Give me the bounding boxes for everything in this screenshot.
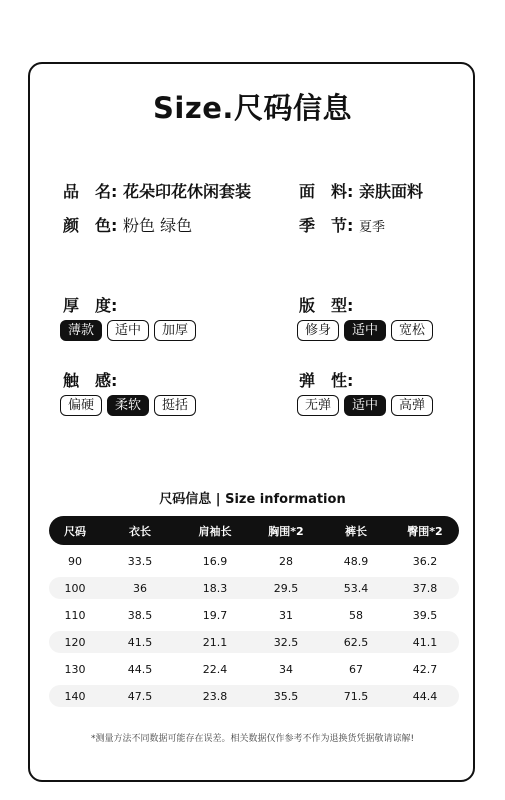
fabric-value: 亲肤面料 — [358, 182, 423, 201]
elasticity-option-medium[interactable]: 适中 — [344, 395, 386, 416]
header-top-length: 衣长 — [129, 524, 151, 538]
table-cell: 47.5 — [127, 689, 153, 703]
touch-option-crisp[interactable]: 挺括 — [154, 395, 196, 416]
table-cell: 16.9 — [202, 554, 228, 568]
page-title: Size.尺码信息 — [153, 91, 352, 125]
thickness-options — [60, 320, 196, 341]
header-hip: 臀围*2 — [407, 524, 443, 538]
elasticity-option-high[interactable]: 高弹 — [391, 395, 433, 416]
table-cell: 18.3 — [202, 581, 228, 595]
fit-option-regular[interactable]: 适中 — [344, 320, 386, 341]
table-cell: 44.4 — [412, 689, 438, 703]
product-name-label: 品 名: — [63, 182, 118, 201]
fit-option-slim[interactable]: 修身 — [297, 320, 339, 341]
table-cell: 22.4 — [202, 662, 228, 676]
table-row — [49, 685, 459, 707]
table-cell: 35.5 — [273, 689, 299, 703]
table-row — [49, 550, 459, 572]
fit-options — [297, 320, 433, 341]
color-field — [63, 213, 192, 236]
season-label: 季 节: — [299, 216, 354, 235]
table-row — [49, 631, 459, 653]
product-name-field — [63, 179, 251, 202]
fit-label: 版 型: — [299, 296, 354, 315]
table-cell: 130 — [64, 662, 86, 676]
color-label: 颜 色: — [63, 216, 118, 235]
table-cell: 38.5 — [127, 608, 153, 622]
fit-option-loose[interactable]: 宽松 — [391, 320, 433, 341]
table-cell: 44.5 — [127, 662, 153, 676]
table-cell: 39.5 — [412, 608, 438, 622]
header-size: 尺码 — [64, 524, 86, 538]
table-cell: 100 — [64, 581, 86, 595]
table-cell: 120 — [64, 635, 86, 649]
table-cell: 90 — [68, 554, 82, 568]
table-cell: 42.7 — [412, 662, 438, 676]
product-name-value: 花朵印花休闲套装 — [122, 182, 251, 201]
table-cell: 33.5 — [127, 554, 153, 568]
table-cell: 37.8 — [412, 581, 438, 595]
table-row — [49, 658, 459, 680]
touch-options — [60, 395, 196, 416]
table-cell: 110 — [64, 608, 86, 622]
header-pants-length: 裤长 — [345, 524, 367, 538]
table-cell: 34 — [279, 662, 293, 676]
table-cell: 53.4 — [343, 581, 369, 595]
header-shoulder-sleeve: 肩袖长 — [198, 524, 232, 538]
table-cell: 58 — [349, 608, 363, 622]
table-cell: 62.5 — [343, 635, 369, 649]
table-cell: 140 — [64, 689, 86, 703]
touch-label: 触 感: — [63, 371, 118, 390]
color-value: 粉色 绿色 — [122, 216, 193, 235]
header-chest: 胸围*2 — [268, 524, 304, 538]
table-cell: 23.8 — [202, 689, 228, 703]
size-table-header — [49, 516, 459, 545]
table-cell: 41.5 — [127, 635, 153, 649]
table-cell: 71.5 — [343, 689, 369, 703]
thickness-label: 厚 度: — [63, 296, 118, 315]
elasticity-label: 弹 性: — [299, 371, 354, 390]
size-table — [49, 516, 459, 707]
thickness-option-thin[interactable]: 薄款 — [60, 320, 102, 341]
size-table-title: 尺码信息 | Size information — [159, 492, 346, 507]
table-cell: 67 — [349, 662, 363, 676]
table-cell: 31 — [279, 608, 293, 622]
disclaimer-note: *测量方法不同数据可能存在误差。相关数据仅作参考不作为退换货凭据敬请谅解! — [90, 734, 415, 744]
table-cell: 28 — [279, 554, 293, 568]
season-field — [299, 213, 385, 236]
fabric-label: 面 料: — [299, 182, 354, 201]
thickness-option-thick[interactable]: 加厚 — [154, 320, 196, 341]
thickness-option-medium[interactable]: 适中 — [107, 320, 149, 341]
table-cell: 36 — [133, 581, 147, 595]
season-value: 夏季 — [358, 220, 385, 235]
fabric-field — [299, 179, 423, 202]
table-cell: 21.1 — [202, 635, 228, 649]
table-cell: 41.1 — [412, 635, 438, 649]
table-row — [49, 604, 459, 626]
touch-option-stiff[interactable]: 偏硬 — [60, 395, 102, 416]
touch-option-soft[interactable]: 柔软 — [107, 395, 149, 416]
table-cell: 29.5 — [273, 581, 299, 595]
table-cell: 32.5 — [273, 635, 299, 649]
table-cell: 19.7 — [202, 608, 228, 622]
elasticity-option-none[interactable]: 无弹 — [297, 395, 339, 416]
table-cell: 48.9 — [343, 554, 369, 568]
elasticity-options — [297, 395, 433, 416]
table-row — [49, 577, 459, 599]
table-cell: 36.2 — [412, 554, 438, 568]
